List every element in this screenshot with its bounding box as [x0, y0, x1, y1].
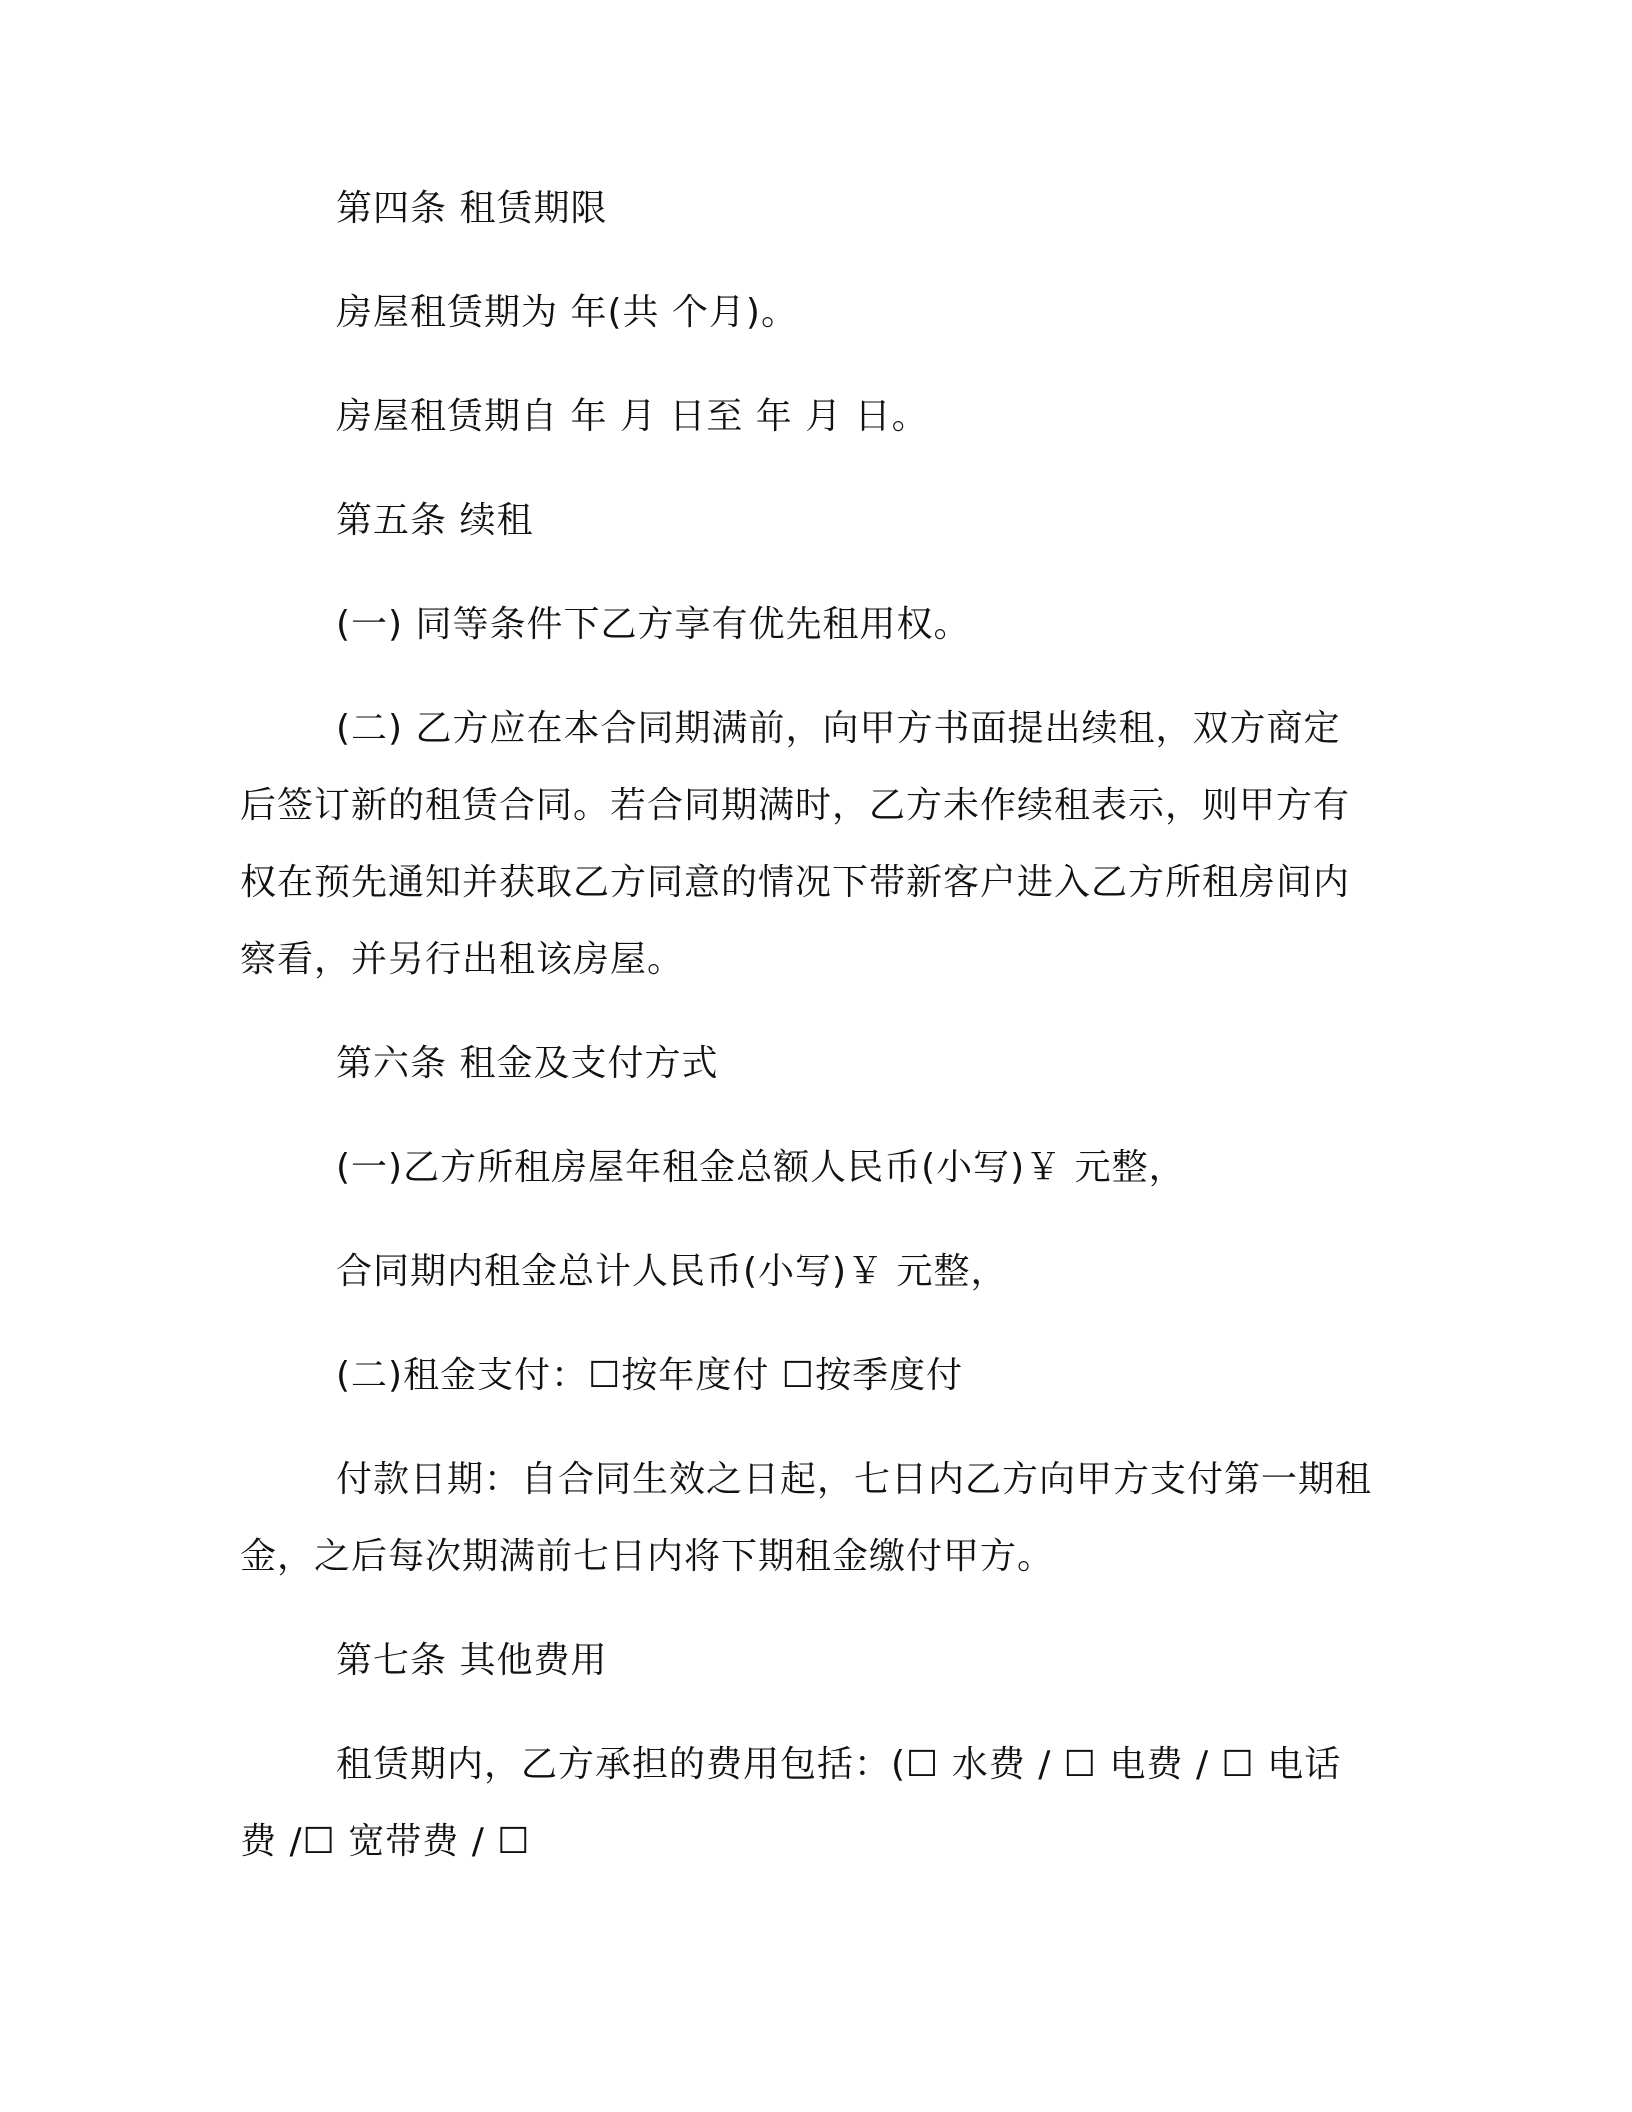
heading-article-5-renewal: 第五条 续租 [336, 500, 534, 541]
heading-article-4-lease-term: 第四条 租赁期限 [336, 188, 608, 229]
heading-article-6-rent-payment: 第六条 租金及支付方式 [336, 1043, 719, 1084]
paragraph-payment-options: (二)租金支付：☐按年度付 ☐按季度付 [336, 1355, 964, 1396]
paragraph-renewal-procedure: (二) 乙方应在本合同期满前，向甲方书面提出续租，双方商定后签订新的租赁合同。若合同期满时，乙方未作续租表示，则甲方有权在预先通知并获取乙方同意的情况下带新客户进入乙方所租房间内察看，并另行出租该房屋。 [240, 708, 1351, 980]
paragraph-lease-period-dates: 房屋租赁期自 年 月 日至 年 月 日。 [336, 396, 929, 437]
paragraph-annual-rent: (一)乙方所租房屋年租金总额人民币(小写)￥ 元整， [336, 1147, 1186, 1188]
paragraph-total-rent: 合同期内租金总计人民币(小写)￥ 元整， [336, 1251, 1008, 1292]
paragraph-renewal-priority: (一) 同等条件下乙方享有优先租用权。 [336, 604, 971, 645]
paragraph-fees-list: 租赁期内，乙方承担的费用包括：(☐ 水费 / ☐ 电费 / ☐ 电话费 /☐ 宽带费 / ☐ [240, 1744, 1342, 1862]
paragraph-lease-duration: 房屋租赁期为 年(共 个月)。 [336, 292, 798, 333]
paragraph-payment-date: 付款日期：自合同生效之日起，七日内乙方向甲方支付第一期租金，之后每次期满前七日内将下期租金缴付甲方。 [240, 1459, 1373, 1577]
document-body [240, 170, 1376, 1907]
heading-article-7-other-fees: 第七条 其他费用 [336, 1640, 608, 1681]
